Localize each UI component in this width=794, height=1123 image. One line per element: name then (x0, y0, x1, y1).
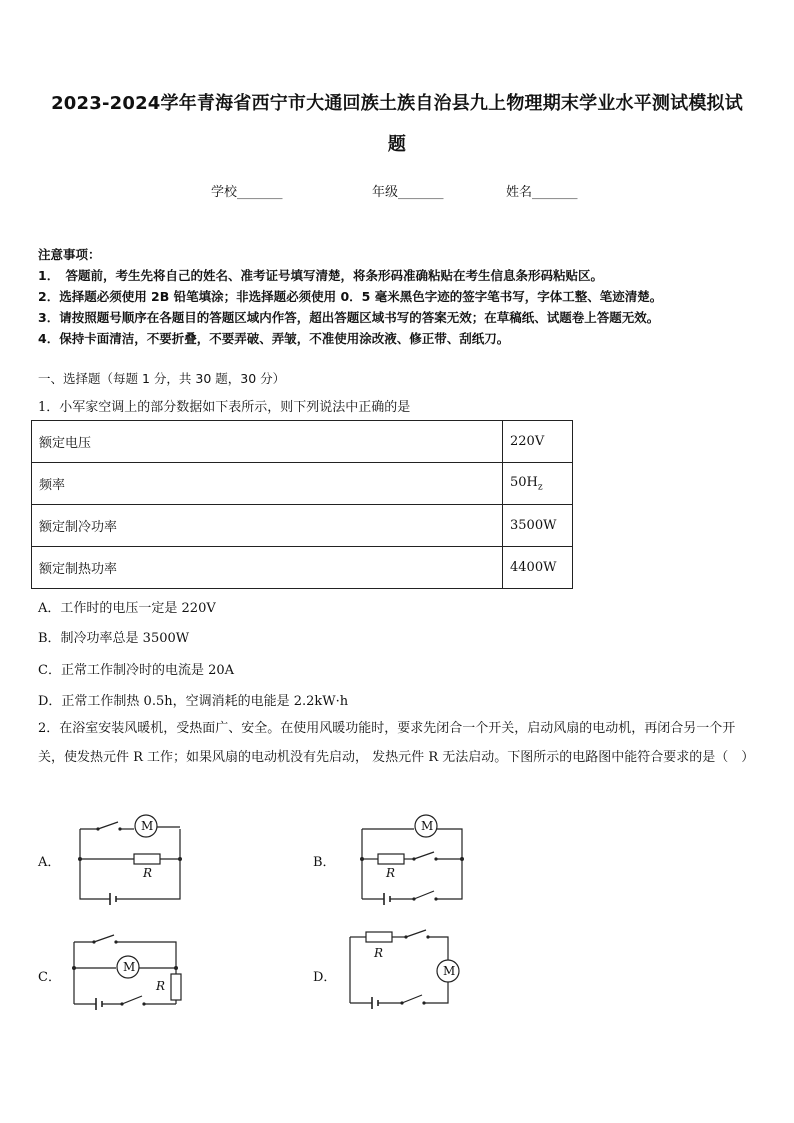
table-row (32, 463, 573, 505)
note-item: 3．请按照题号顺序在各题目的答题区域内作答，超出答题区域书写的答案无效；在草稿纸、试题卷上答题无效。 (38, 310, 660, 325)
q1-option-d: D．正常工作制热 0.5h，空调消耗的电能是 2.2kW·h (38, 694, 349, 709)
note-item: 2．选择题必须使用 2B 铅笔填涂；非选择题必须使用 0．5 毫米黑色字迹的签字笔书写，字体工整、笔迹清楚。 (38, 289, 663, 304)
note-item: 4．保持卡面清洁，不要折叠，不要弄破、弄皱，不准使用涂改液、修正带、刮纸刀。 (38, 331, 510, 346)
motor-label: M (443, 964, 456, 978)
circuit-c-diagram (66, 928, 196, 1023)
name-field: 姓名_______ (506, 185, 578, 200)
table-cell-value: 220V (503, 421, 573, 463)
q1-option-a: A．工作时的电压一定是 220V (38, 601, 216, 616)
q2-option-d-label: D． (313, 970, 337, 985)
q2-option-a-label: A． (38, 855, 61, 870)
q1-option-b: B．制冷功率总是 3500W (38, 631, 190, 646)
table-cell-label: 额定制热功率 (32, 547, 503, 589)
table-cell-value (503, 463, 573, 505)
table-row (32, 421, 573, 463)
table-cell-value: 4400W (503, 547, 573, 589)
table-row (32, 547, 573, 589)
resistor-label: R (143, 866, 153, 880)
frequency-value: 50H (510, 474, 538, 490)
circuit-a-diagram (70, 815, 190, 910)
table-cell-value: 3500W (503, 505, 573, 547)
school-field: 学校_______ (211, 185, 283, 200)
q2-option-b-label: B． (313, 855, 336, 870)
motor-label: M (141, 819, 154, 833)
frequency-subscript: z (537, 482, 543, 493)
section-heading: 一、选择题（每题 1 分，共 30 题，30 分） (38, 371, 286, 386)
q1-option-c: C．正常工作制冷时的电流是 20A (38, 663, 235, 678)
resistor-label: R (156, 979, 166, 993)
spec-table (31, 420, 573, 589)
table-cell-label: 频率 (32, 463, 503, 505)
resistor-label: R (374, 946, 384, 960)
grade-field: 年级_______ (372, 185, 444, 200)
circuit-d-diagram (340, 925, 470, 1020)
circuit-b-diagram (352, 813, 472, 913)
motor-label: M (123, 960, 136, 974)
title-line-2: 题 (387, 134, 407, 155)
q2-stem: 2．在浴室安装风暖机，受热面广、安全。在使用风暖功能时，要求先闭合一个开关，启动风扇的电动机，再闭合另一个开关，使发热元件 R 工作；如果风扇的电动机没有先启动， 发热元件 R 无法启动。下图所示的电路图中能符合要求的是（ ） (38, 721, 755, 765)
table-cell-label: 额定制冷功率 (32, 505, 503, 547)
table-cell-label: 额定电压 (32, 421, 503, 463)
notes-heading: 注意事项： (38, 247, 101, 262)
table-row (32, 505, 573, 547)
q1-stem: 1．小军家空调上的部分数据如下表所示，则下列说法中正确的是 (38, 400, 411, 415)
q2-option-c-label: C． (38, 970, 61, 985)
motor-label: M (421, 819, 434, 833)
title-line-1: 2023-2024学年青海省西宁市大通回族土族自治县九上物理期末学业水平测试模拟试 (51, 93, 743, 114)
note-item: 1． 答题前，考生先将自己的姓名、准考证号填写清楚，将条形码准确粘贴在考生信息条形码粘贴区。 (38, 268, 603, 283)
resistor-label: R (386, 866, 396, 880)
